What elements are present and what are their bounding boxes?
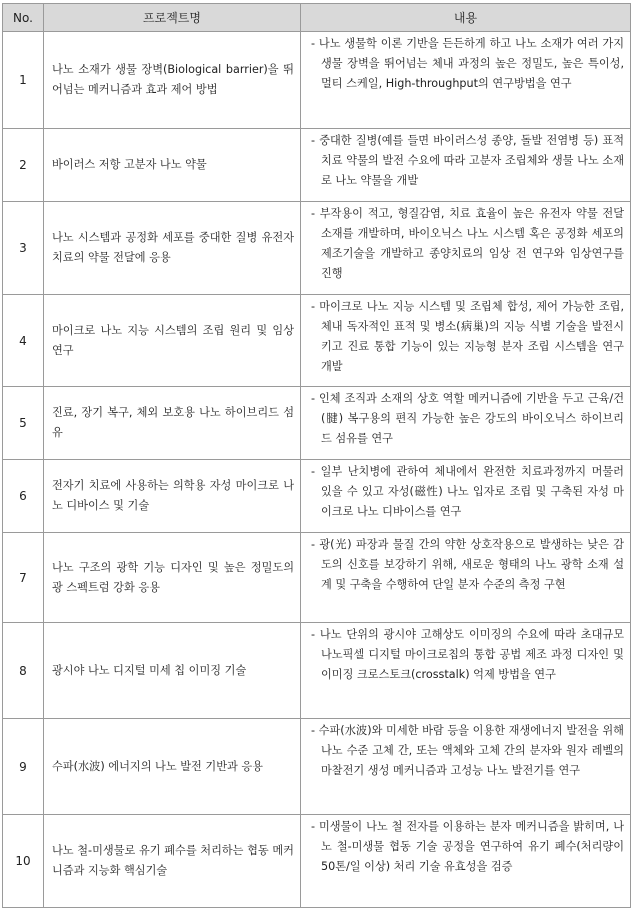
- table-row: [3, 387, 631, 460]
- table-row: [3, 202, 631, 295]
- table-row: [3, 815, 631, 908]
- project-name: 나노 구조의 광학 기능 디자인 및 높은 정밀도의 광 스펙트럼 강화 응용: [44, 533, 301, 623]
- row-number: 5: [3, 387, 44, 460]
- project-name: 전자기 치료에 사용하는 의학용 자성 마이크로 나노 디바이스 및 기술: [44, 460, 301, 533]
- table-row: [3, 295, 631, 387]
- content-text: - 부작용이 적고, 형질감염, 치료 효율이 높은 유전자 약물 전달 소재를 개발하며, 바이오닉스 나노 시스템 혹은 공정화 세포의 제조기술을 개발하고 종양치료의 임상 전 연구와 임상연구를 진행: [311, 204, 624, 284]
- header-content: 내용: [301, 4, 631, 32]
- header-row: [3, 4, 631, 32]
- table-row: [3, 533, 631, 623]
- project-content: [301, 815, 631, 908]
- project-name: 수파(水波) 에너지의 나노 발전 기반과 응용: [44, 719, 301, 815]
- row-number: 10: [3, 815, 44, 908]
- project-content: [301, 295, 631, 387]
- project-content: [301, 533, 631, 623]
- content-text: - 나노 생물학 이론 기반을 든든하게 하고 나노 소재가 여러 가지 생물 장벽을 뛰어넘는 체내 과정의 높은 정밀도, 높은 특이성, 멀티 스케일, High-throughput의 연구방법을 연구: [311, 34, 624, 94]
- content-text: - 나노 단위의 광시야 고해상도 이미징의 수요에 따라 초대규모 나노픽셀 디지털 마이크로칩의 통합 공법 제조 과정 디자인 및 이미징 크로스토크(crosstalk) 억제 방법을 연구: [311, 625, 624, 685]
- project-content: [301, 387, 631, 460]
- row-number: 8: [3, 623, 44, 719]
- project-name: 나노 철-미생물로 유기 폐수를 처리하는 협동 메커니즘과 지능화 핵심기술: [44, 815, 301, 908]
- row-number: 6: [3, 460, 44, 533]
- project-content: [301, 460, 631, 533]
- project-name: 나노 소재가 생물 장벽(Biological barrier)을 뛰어넘는 메커니즘과 효과 제어 방법: [44, 32, 301, 129]
- project-name: 진료, 장기 복구, 체외 보호용 나노 하이브리드 섬유: [44, 387, 301, 460]
- row-number: 7: [3, 533, 44, 623]
- table-row: [3, 719, 631, 815]
- row-number: 9: [3, 719, 44, 815]
- content-text: - 중대한 질병(예를 들면 바이러스성 종양, 돌발 전염병 등) 표적 치료 약물의 발전 수요에 따라 고분자 조립체와 생물 나노 소재로 나노 약물을 개발: [311, 131, 624, 191]
- project-name: 마이크로 나노 지능 시스템의 조립 원리 및 임상 연구: [44, 295, 301, 387]
- table-row: [3, 129, 631, 202]
- table-row: [3, 32, 631, 129]
- project-name: 바이러스 저항 고분자 나노 약물: [44, 129, 301, 202]
- row-number: 3: [3, 202, 44, 295]
- table-row: [3, 460, 631, 533]
- project-content: [301, 129, 631, 202]
- content-text: - 수파(水波)와 미세한 바람 등을 이용한 재생에너지 발전을 위해 나노 수준 고체 간, 또는 액체와 고체 간의 분자와 원자 레벨의 마찰전기 생성 메커니즘과 고성능 나노 발전기를 연구: [311, 721, 624, 781]
- project-name: 나노 시스템과 공정화 세포를 중대한 질병 유전자 치료의 약물 전달에 응용: [44, 202, 301, 295]
- content-text: - 미생물이 나노 철 전자를 이용하는 분자 메커니즘을 밝히며, 나노 철-미생물 협동 기술 공정을 연구하여 유기 폐수(처리량이 50톤/일 이상) 처리 기술 유효성을 검증: [311, 817, 624, 877]
- row-number: 4: [3, 295, 44, 387]
- table-body: [3, 32, 631, 908]
- content-text: - 마이크로 나노 지능 시스템 및 조립체 합성, 제어 가능한 조립, 체내 독자적인 표적 및 병소(病巢)의 지능 식별 기술을 발전시키고 진료 통합 기능이 있는 지능형 분자 조립 시스템을 연구 개발: [311, 297, 624, 377]
- table-header: [3, 4, 631, 32]
- content-text: - 인체 조직과 소재의 상호 역할 메커니즘에 기반을 두고 근육/건(腱) 복구용의 편직 가능한 높은 강도의 바이오닉스 하이브리드 섬유를 연구: [311, 389, 624, 449]
- project-content: [301, 202, 631, 295]
- project-content: [301, 719, 631, 815]
- row-number: 1: [3, 32, 44, 129]
- content-text: - 광(光) 파장과 물질 간의 약한 상호작용으로 발생하는 낮은 감도의 신호를 보강하기 위해, 새로운 형태의 나노 광학 소재 설계 및 구축을 수행하여 단일 분자 수준의 측정 구현: [311, 535, 624, 595]
- project-content: [301, 32, 631, 129]
- content-text: - 일부 난치병에 관하여 체내에서 완전한 치료과정까지 머물러 있을 수 있고 자성(磁性) 나노 입자로 조립 및 구축된 자성 마이크로 나노 디바이스를 연구: [311, 462, 624, 522]
- row-number: 2: [3, 129, 44, 202]
- project-name: 광시야 나노 디지털 미세 칩 이미징 기술: [44, 623, 301, 719]
- project-content: [301, 623, 631, 719]
- header-project-name: 프로젝트명: [44, 4, 301, 32]
- header-no: No.: [3, 4, 44, 32]
- table-row: [3, 623, 631, 719]
- project-table: [2, 3, 631, 908]
